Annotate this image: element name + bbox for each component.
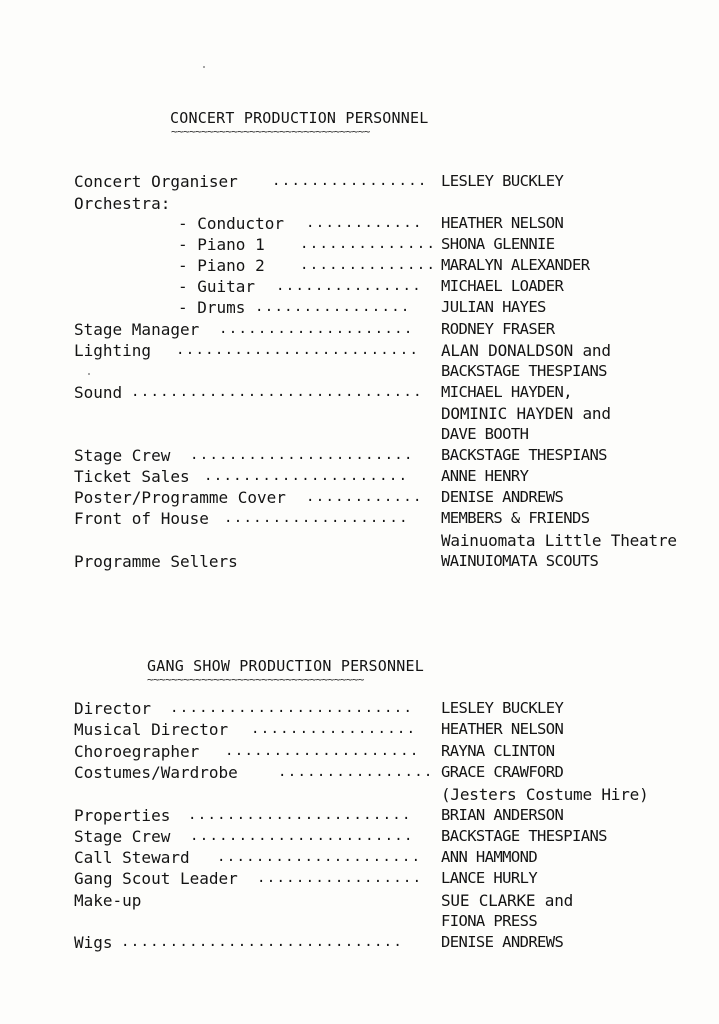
- person-name: RAYNA CLINTON: [441, 742, 555, 760]
- role-label: Poster/Programme Cover: [74, 488, 286, 507]
- personnel-row: [0, 487, 719, 508]
- dot-leader: .....................: [204, 468, 409, 484]
- role-label: - Piano 2: [178, 256, 265, 275]
- dot-leader: .....................: [217, 849, 422, 865]
- role-label: Ticket Sales: [74, 467, 190, 486]
- role-label: Costumes/Wardrobe: [74, 763, 238, 782]
- personnel-row: [0, 551, 719, 572]
- person-name: JULIAN HAYES: [441, 298, 546, 316]
- role-label: Concert Organiser: [74, 172, 238, 191]
- role-label: Stage Crew: [74, 446, 171, 465]
- personnel-row: [0, 826, 719, 847]
- personnel-row: [0, 890, 719, 911]
- dot-leader: .........................: [176, 342, 420, 358]
- dot-leader: ............: [306, 489, 423, 505]
- role-label: Wigs: [74, 933, 113, 952]
- person-name: HEATHER NELSON: [441, 214, 564, 232]
- personnel-row: [0, 234, 719, 255]
- concert-section-title: CONCERT PRODUCTION PERSONNEL: [170, 109, 429, 127]
- dot-leader: ....................: [225, 743, 420, 759]
- dot-leader: ..............: [300, 236, 437, 252]
- dot-leader: ............: [306, 215, 423, 231]
- dot-leader: .............................: [121, 934, 404, 950]
- role-label: Properties: [74, 806, 171, 825]
- role-label: Sound: [74, 383, 123, 402]
- person-name: WAINUIOMATA SCOUTS: [441, 552, 599, 570]
- personnel-row: [0, 762, 719, 783]
- person-name: BRIAN ANDERSON: [441, 806, 564, 824]
- person-name: SUE CLARKE and: [441, 891, 574, 910]
- person-name: DENISE ANDREWS: [441, 933, 564, 951]
- person-name: (Jesters Costume Hire): [441, 785, 649, 804]
- personnel-row: [0, 508, 719, 529]
- person-name: BACKSTAGE THESPIANS: [441, 362, 607, 380]
- dot-leader: .......................: [190, 828, 414, 844]
- role-label: Lighting: [74, 341, 152, 360]
- personnel-row: [0, 932, 719, 953]
- dot-leader: ................: [255, 299, 411, 315]
- personnel-row: [0, 741, 719, 762]
- person-name: DENISE ANDREWS: [441, 488, 564, 506]
- concert-title-underline: ~~~~~~~~~~~~~~~~~~~~~~~~~~~~~~~~~: [171, 125, 370, 138]
- personnel-row: [0, 319, 719, 340]
- gang-title-underline: ~~~~~~~~~~~~~~~~~~~~~~~~~~~~~~~~~~~~: [147, 673, 364, 686]
- role-label: Call Steward: [74, 848, 190, 867]
- person-name: ANNE HENRY: [441, 467, 529, 485]
- personnel-row: [0, 193, 719, 214]
- role-label: Choroegrapher: [74, 742, 200, 761]
- person-name: HEATHER NELSON: [441, 720, 564, 738]
- dot-leader: ................: [272, 173, 428, 189]
- personnel-row: [0, 466, 719, 487]
- personnel-row: [0, 424, 719, 445]
- dot-leader: ...............: [276, 278, 422, 294]
- person-name: GRACE CRAWFORD: [441, 763, 564, 781]
- personnel-row: [0, 213, 719, 234]
- personnel-row: [0, 445, 719, 466]
- personnel-row: [0, 361, 719, 382]
- personnel-row: [0, 530, 719, 551]
- personnel-row: [0, 276, 719, 297]
- personnel-row: [0, 255, 719, 276]
- person-name: ALAN DONALDSON and: [441, 341, 611, 360]
- role-label: Stage Manager: [74, 320, 200, 339]
- dot-leader: .................: [257, 870, 423, 886]
- person-name: BACKSTAGE THESPIANS: [441, 827, 607, 845]
- role-label: Stage Crew: [74, 827, 171, 846]
- paper-speck: [203, 66, 205, 68]
- person-name: DAVE BOOTH: [441, 425, 529, 443]
- role-label: Programme Sellers: [74, 552, 238, 571]
- role-label: Front of House: [74, 509, 209, 528]
- personnel-row: [0, 805, 719, 826]
- gang-section-title: GANG SHOW PRODUCTION PERSONNEL: [147, 657, 424, 675]
- person-name: LESLEY BUCKLEY: [441, 172, 564, 190]
- dot-leader: .........................: [170, 700, 414, 716]
- role-label: Director: [74, 699, 152, 718]
- personnel-row: [0, 719, 719, 740]
- person-name: LESLEY BUCKLEY: [441, 699, 564, 717]
- role-label: - Conductor: [178, 214, 284, 233]
- person-name: FIONA PRESS: [441, 912, 538, 930]
- role-label: - Piano 1: [178, 235, 265, 254]
- role-label: Musical Director: [74, 720, 229, 739]
- person-name: Wainuomata Little Theatre: [441, 531, 677, 550]
- person-name: MICHAEL LOADER: [441, 277, 564, 295]
- person-name: MARALYN ALEXANDER: [441, 256, 590, 274]
- personnel-row: [0, 698, 719, 719]
- personnel-row: [0, 784, 719, 805]
- role-label: - Guitar: [178, 277, 256, 296]
- personnel-row: [0, 297, 719, 318]
- person-name: ANN HAMMOND: [441, 848, 538, 866]
- role-label: - Drums: [178, 298, 246, 317]
- person-name: MICHAEL HAYDEN,: [441, 383, 572, 401]
- person-name: SHONA GLENNIE: [441, 235, 555, 253]
- personnel-row: [0, 403, 719, 424]
- role-label: Orchestra:: [74, 194, 171, 213]
- dot-leader: .......................: [188, 807, 412, 823]
- personnel-row: [0, 847, 719, 868]
- person-name: LANCE HURLY: [441, 869, 538, 887]
- dot-leader: ...................: [224, 510, 409, 526]
- personnel-row: [0, 911, 719, 932]
- dot-leader: ....................: [219, 321, 414, 337]
- role-label: Gang Scout Leader: [74, 869, 238, 888]
- role-label: Make-up: [74, 891, 142, 910]
- dot-leader: .................: [251, 721, 417, 737]
- personnel-row: [0, 171, 719, 192]
- personnel-row: [0, 382, 719, 403]
- person-name: BACKSTAGE THESPIANS: [441, 446, 607, 464]
- personnel-row: [0, 340, 719, 361]
- person-name: MEMBERS & FRIENDS: [441, 509, 590, 527]
- person-name: DOMINIC HAYDEN and: [441, 404, 611, 423]
- personnel-row: [0, 868, 719, 889]
- dot-leader: ..............: [300, 257, 437, 273]
- dot-leader: .......................: [190, 447, 414, 463]
- dot-leader: ................: [278, 764, 434, 780]
- dot-leader: ..............................: [131, 384, 423, 400]
- person-name: RODNEY FRASER: [441, 320, 555, 338]
